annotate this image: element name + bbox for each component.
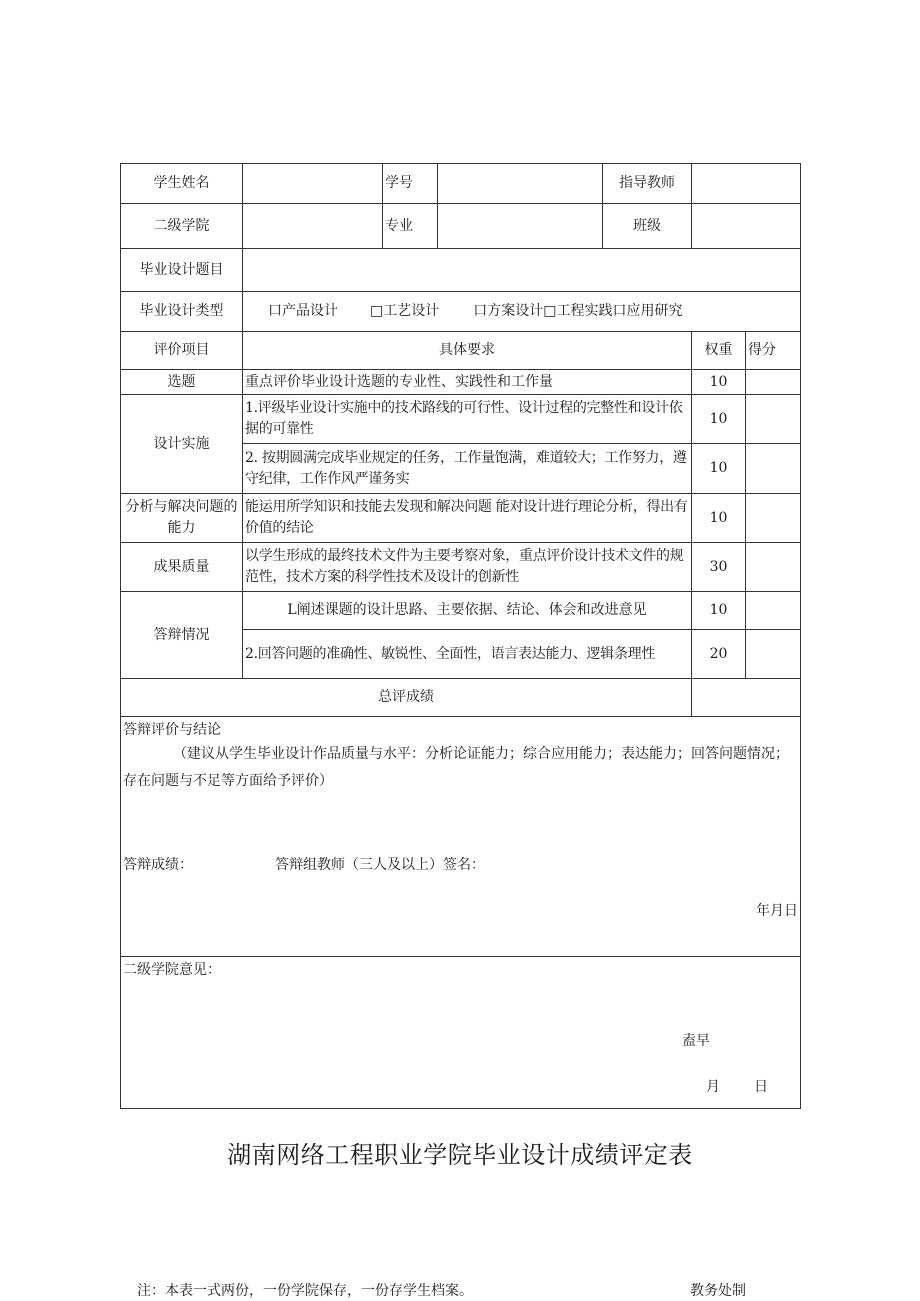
criterion-requirement: 2. 按期圆满完成毕业规定的任务，工作量饱满，难道较大；工作努力，遵守纪律，工作作风严谨务实 bbox=[243, 444, 692, 494]
criterion-weight: 10 bbox=[692, 444, 746, 494]
criterion-score-field[interactable] bbox=[746, 444, 801, 494]
class-field[interactable] bbox=[692, 204, 801, 249]
opinion-month: 月 bbox=[706, 1079, 720, 1095]
defense-score-label: 答辩成绩： bbox=[123, 857, 193, 873]
seal-label: 盍早 bbox=[682, 1033, 710, 1049]
criterion-requirement: 重点评价毕业设计选题的专业性、实践性和工作量 bbox=[243, 370, 692, 395]
college-opinion-title: 二级学院意见： bbox=[123, 962, 221, 978]
criterion-score-field[interactable] bbox=[746, 592, 801, 630]
criterion-requirement: 以学生形成的最终技术文件为主要考察对象，重点评价设计技术文件的规范性，技术方案的科学性技术及设计的创新性 bbox=[243, 543, 692, 592]
class-label: 班级 bbox=[603, 204, 692, 249]
criterion-score-field[interactable] bbox=[746, 370, 801, 395]
advisor-label: 指导教师 bbox=[603, 164, 692, 204]
major-label: 专业 bbox=[383, 204, 438, 249]
student-id-field[interactable] bbox=[438, 164, 603, 204]
criterion-requirement: L阐述课题的设计思路、主要依据、结论、体会和改进意见 bbox=[243, 592, 692, 630]
criterion-requirement: 1.评级毕业设计实施中的技术路线的可行性、设计过程的完整性和设计依据的可靠性 bbox=[243, 395, 692, 444]
total-score-label: 总评成绩 bbox=[121, 679, 692, 717]
student-id-label: 学号 bbox=[383, 164, 438, 204]
criterion-weight: 10 bbox=[692, 592, 746, 630]
college-field[interactable] bbox=[243, 204, 383, 249]
total-score-field[interactable] bbox=[692, 679, 801, 717]
criterion-item: 分析与解决问题的能力 bbox=[121, 494, 243, 543]
type-option-process[interactable]: □工艺设计 bbox=[370, 303, 440, 319]
college-label: 二级学院 bbox=[121, 204, 243, 249]
defense-date: 年月日 bbox=[756, 903, 798, 919]
defense-signature-label: 答辩组教师（三人及以上）签名： bbox=[275, 857, 485, 873]
evaluation-form bbox=[120, 163, 801, 1109]
header-weight: 权重 bbox=[692, 332, 746, 370]
footer-office: 教务处制 bbox=[690, 1283, 746, 1299]
document-title: 湖南网络工程职业学院毕业设计成绩评定表 bbox=[227, 1141, 693, 1169]
topic-field[interactable] bbox=[243, 249, 801, 292]
criterion-requirement: 能运用所学知识和技能去发现和解决问题 能对设计进行理论分析，得出有价值的结论 bbox=[243, 494, 692, 543]
opinion-day: 日 bbox=[754, 1079, 768, 1095]
college-opinion-section[interactable] bbox=[121, 957, 801, 1109]
major-field[interactable] bbox=[438, 204, 603, 249]
criterion-item: 选题 bbox=[121, 370, 243, 395]
type-option-product[interactable]: 口产品设计 bbox=[268, 303, 338, 319]
design-type-options bbox=[243, 292, 801, 332]
topic-label: 毕业设计题目 bbox=[121, 249, 243, 292]
criterion-weight: 30 bbox=[692, 543, 746, 592]
student-name-label: 学生姓名 bbox=[121, 164, 243, 204]
header-requirements: 具体要求 bbox=[243, 332, 692, 370]
defense-title: 答辩评价与结论 bbox=[123, 722, 221, 738]
criterion-requirement: 2.回答问题的准确性、敏锐性、全面性，语言表达能力、逻辑条理性 bbox=[243, 630, 692, 679]
footer-note: 注：本表一式两份，一份学院保存，一份存学生档案。 bbox=[137, 1283, 473, 1299]
defense-evaluation-section[interactable] bbox=[121, 717, 801, 957]
advisor-field[interactable] bbox=[692, 164, 801, 204]
criterion-score-field[interactable] bbox=[746, 494, 801, 543]
criterion-weight: 10 bbox=[692, 494, 746, 543]
header-item: 评价项目 bbox=[121, 332, 243, 370]
criterion-score-field[interactable] bbox=[746, 630, 801, 679]
criterion-score-field[interactable] bbox=[746, 543, 801, 592]
criterion-item: 设计实施 bbox=[121, 395, 243, 494]
criterion-item: 成果质量 bbox=[121, 543, 243, 592]
criterion-weight: 10 bbox=[692, 370, 746, 395]
criterion-score-field[interactable] bbox=[746, 395, 801, 444]
criterion-weight: 20 bbox=[692, 630, 746, 679]
student-name-field[interactable] bbox=[243, 164, 383, 204]
criterion-item: 答辩情况 bbox=[121, 592, 243, 679]
design-type-label: 毕业设计类型 bbox=[121, 292, 243, 332]
criterion-weight: 10 bbox=[692, 395, 746, 444]
defense-suggestion: （建议从学生毕业设计作品质量与水平：分析论证能力；综合应用能力；表达能力；回答问题情况；存在问题与不足等方面给予评价） bbox=[123, 746, 789, 789]
type-option-scheme-practice-research[interactable]: 口方案设计□工程实践口应用研究 bbox=[473, 303, 683, 319]
header-score: 得分 bbox=[746, 332, 801, 370]
